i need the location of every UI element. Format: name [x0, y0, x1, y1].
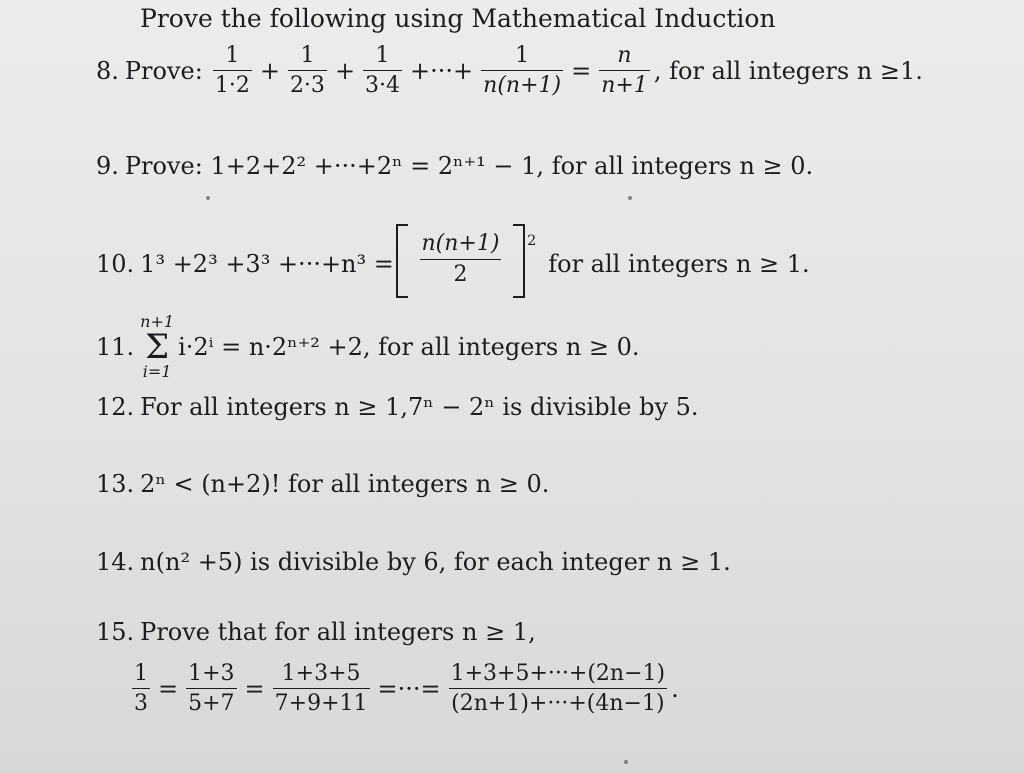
paper-speck — [206, 196, 210, 200]
fraction — [599, 44, 650, 97]
fraction — [481, 44, 563, 97]
problem-text: i·2ⁱ = n·2ⁿ⁺² +2, for all integers n ≥ 0. — [178, 333, 640, 361]
problem-11 — [96, 314, 640, 380]
fraction-bar — [363, 70, 402, 71]
paper-speck — [628, 196, 632, 200]
equals-ellipsis: =···= — [377, 674, 441, 703]
fraction-numerator: 1 — [225, 43, 240, 68]
right-bracket — [513, 224, 525, 298]
fraction-numerator: 1 — [134, 661, 148, 686]
problem-text: n(n² +5) is divisible by 6, for each integer n ≥ 1. — [140, 548, 731, 576]
sigma-icon: Σ — [145, 327, 170, 367]
fraction-numerator: 1 — [515, 43, 530, 68]
plus-sign: + — [334, 56, 356, 85]
fraction-denominator: n(n+1) — [483, 73, 562, 99]
fraction-bar — [186, 688, 236, 689]
problem-9 — [96, 152, 813, 180]
fraction-denominator: n+1 — [601, 73, 648, 99]
problem-text: 2ⁿ < (n+2)! for all integers n ≥ 0. — [140, 470, 550, 498]
final-period: . — [671, 674, 679, 703]
bracket-power: 2 — [527, 233, 537, 249]
fraction — [288, 44, 327, 97]
square-bracket-group — [396, 224, 525, 304]
fraction-denominator: 1·2 — [214, 73, 250, 99]
problem-12 — [96, 393, 699, 421]
problem-number: 9. — [96, 152, 119, 180]
problem-10 — [96, 224, 810, 304]
problem-15 — [96, 618, 536, 646]
fraction — [213, 44, 252, 97]
fraction-denominator: (2n+1)+···+(4n−1) — [451, 691, 665, 717]
problem-tail: for all integers n ≥ 1. — [548, 250, 810, 278]
fraction — [273, 662, 370, 715]
fraction-bar — [213, 70, 252, 71]
fraction-denominator: 7+9+11 — [274, 691, 368, 717]
problem-13 — [96, 470, 549, 498]
fraction — [186, 662, 236, 715]
fraction-numerator: 1+3 — [188, 661, 235, 686]
problem-number: 14. — [96, 548, 135, 576]
problem-text: Prove that for all integers n ≥ 1, — [140, 618, 536, 646]
equals-sign: = — [244, 674, 265, 703]
paper-speck — [624, 760, 628, 764]
problem-number: 12. — [96, 393, 135, 421]
fraction-bar — [481, 70, 563, 71]
fraction-bar — [288, 70, 327, 71]
fraction — [420, 232, 502, 285]
fraction-bar — [420, 259, 502, 260]
problem-number: 11. — [96, 333, 135, 361]
problem-text: Prove: 1+2+2² +···+2ⁿ = 2ⁿ⁺¹ − 1, for all integers n ≥ 0. — [124, 152, 814, 180]
fraction-denominator: 3 — [134, 691, 148, 717]
fraction-bar — [449, 688, 667, 689]
fraction-denominator: 5+7 — [188, 691, 235, 717]
equals-sign: = — [571, 56, 592, 85]
fraction-bar — [599, 70, 650, 71]
problem-label: Prove: — [124, 56, 203, 85]
fraction-denominator: 2·3 — [289, 73, 325, 99]
equals-sign: = — [158, 674, 179, 703]
problem-number: 10. — [96, 250, 135, 278]
left-bracket — [396, 224, 408, 298]
fraction-numerator: n — [617, 43, 632, 68]
problem-14 — [96, 548, 731, 576]
fraction — [132, 662, 150, 715]
fraction — [363, 44, 402, 97]
fraction-numerator: 1+3+5 — [281, 661, 361, 686]
fraction-denominator: 2 — [453, 261, 468, 287]
page-title: Prove the following using Mathematical Induction — [140, 4, 776, 33]
problem-number: 8. — [96, 56, 119, 85]
plus-sign: + — [259, 56, 280, 85]
problem-number: 15. — [96, 618, 135, 646]
sigma-lower-limit: i=1 — [142, 362, 172, 381]
fraction-denominator: 3·4 — [365, 73, 401, 99]
fraction — [449, 662, 667, 715]
fraction-bar — [132, 688, 150, 689]
problem-tail: , for all integers n ≥1. — [653, 56, 923, 85]
problem-lhs: 1³ +2³ +3³ +···+n³ = — [140, 250, 394, 278]
problem-text: For all integers n ≥ 1,7ⁿ − 2ⁿ is divisible by 5. — [140, 393, 699, 421]
fraction-numerator: 1+3+5+···+(2n−1) — [450, 661, 666, 686]
problem-8 — [96, 44, 923, 97]
bracket-content — [416, 224, 506, 294]
sigma-upper-limit: n+1 — [140, 312, 175, 331]
problem-number: 13. — [96, 470, 135, 498]
summation — [140, 314, 174, 380]
fraction-numerator: 1 — [375, 43, 390, 68]
fraction-bar — [273, 688, 370, 689]
fraction-numerator: 1 — [300, 43, 315, 68]
problem-15-equation — [128, 662, 679, 715]
fraction-numerator: n(n+1) — [421, 231, 500, 257]
ellipsis: +···+ — [410, 56, 474, 85]
